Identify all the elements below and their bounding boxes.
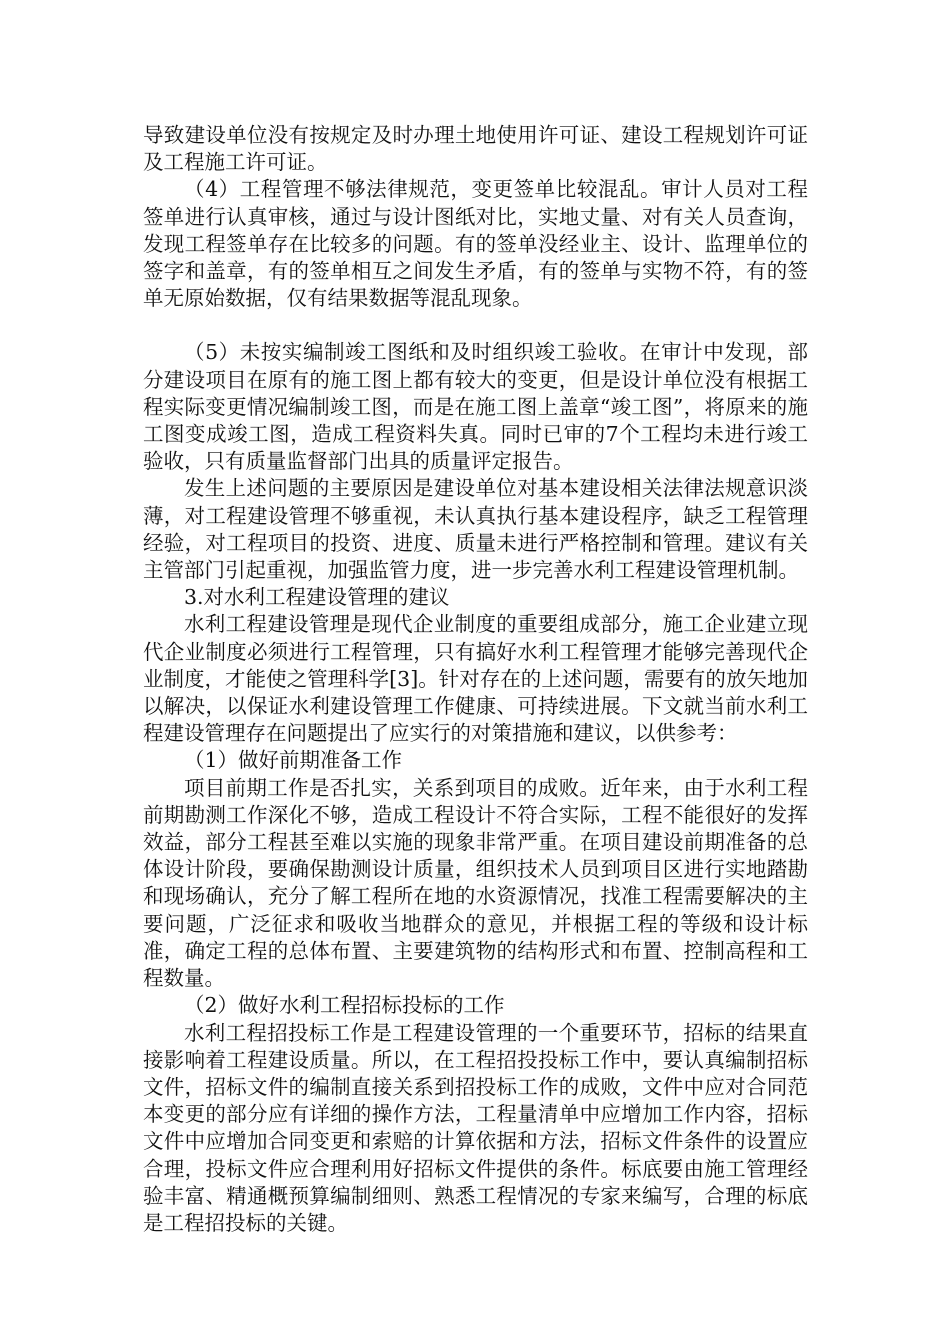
paragraph-item-4: （4）工程管理不够法律规范，变更签单比较混乱。审计人员对工程签单进行认真审核，通过与设计图纸对比，实地丈量、对有关人员查询，发现工程签单存在比较多的问题。有的签单没经业主、设计、监理单位的签字和盖章，有的签单相互之间发生矛盾，有的签单与实物不符，有的签单无原始数据，仅有结果数据等混乱现象。	[143, 177, 808, 311]
paragraph-item-5: （5）未按实编制竣工图纸和及时组织竣工验收。在审计中发现，部分建设项目在原有的施工图上都有较大的变更，但是设计单位没有根据工程实际变更情况编制竣工图，而是在施工图上盖章“竣工图”，将原来的施工图变成竣工图，造成工程资料失真。同时已审的7个工程均未进行竣工验收，只有质量监督部门出具的质量评定报告。	[143, 340, 808, 474]
document-page	[143, 122, 808, 1237]
subheading-1: （1）做好前期准备工作	[184, 748, 403, 773]
paragraph-causes: 发生上述问题的主要原因是建设单位对基本建设相关法律法规意识淡薄，对工程建设管理不够重视，未认真执行基本建设程序，缺乏工程管理经验，对工程项目的投资、进度、质量未进行严格控制和管理。建议有关主管部门引起重视，加强监管力度，进一步完善水利工程建设管理机制。	[143, 476, 808, 583]
paragraph-bidding: 水利工程招投标工作是工程建设管理的一个重要环节，招标的结果直接影响着工程建设质量。所以，在工程招投投标工作中，要认真编制招标文件，招标文件的编制直接关系到招投标工作的成败，文件中应对合同范本变更的部分应有详细的操作方法，工程量清单中应增加工作内容，招标文件中应增加合同变更和索赔的计算依据和方法，招标文件条件的设置应合理，投标文件应合理利用好招标文件提供的条件。标底要由施工管理经验丰富、精通概预算编制细则、熟悉工程情况的专家来编写，合理的标底是工程招投标的关键。	[143, 1020, 808, 1235]
paragraph-gap	[143, 312, 808, 339]
paragraph-section-intro: 水利工程建设管理是现代企业制度的重要组成部分，施工企业建立现代企业制度必须进行工程管理，只有搞好水利工程管理才能够完善现代企业制度，才能使之管理科学[3]。针对存在的上述问题，需要有的放矢地加以解决，以保证水利建设管理工作健康、可持续进展。下文就当前水利工程建设管理存在问题提出了应实行的对策措施和建议，以供参考：	[143, 612, 808, 746]
subheading-2: （2）做好水利工程招标投标的工作	[184, 993, 505, 1018]
section-heading-3: 3.对水利工程建设管理的建议	[184, 585, 450, 610]
paragraph-continuation: 导致建设单位没有按规定及时办理土地使用许可证、建设工程规划许可证及工程施工许可证。	[143, 123, 808, 175]
paragraph-preparation: 项目前期工作是否扎实，关系到项目的成败。近年来，由于水利工程前期勘测工作深化不够，造成工程设计不符合实际，工程不能很好的发挥效益，部分工程甚至难以实施的现象非常严重。在项目建设前期准备的总体设计阶段，要确保勘测设计质量，组织技术人员到项目区进行实地踏勘和现场确认，充分了解工程所在地的水资源情况，找准工程需要解决的主要问题，广泛征求和吸收当地群众的意见，并根据工程的等级和设计标准，确定工程的总体布置、主要建筑物的结构形式和布置、控制高程和工程数量。	[143, 775, 808, 991]
